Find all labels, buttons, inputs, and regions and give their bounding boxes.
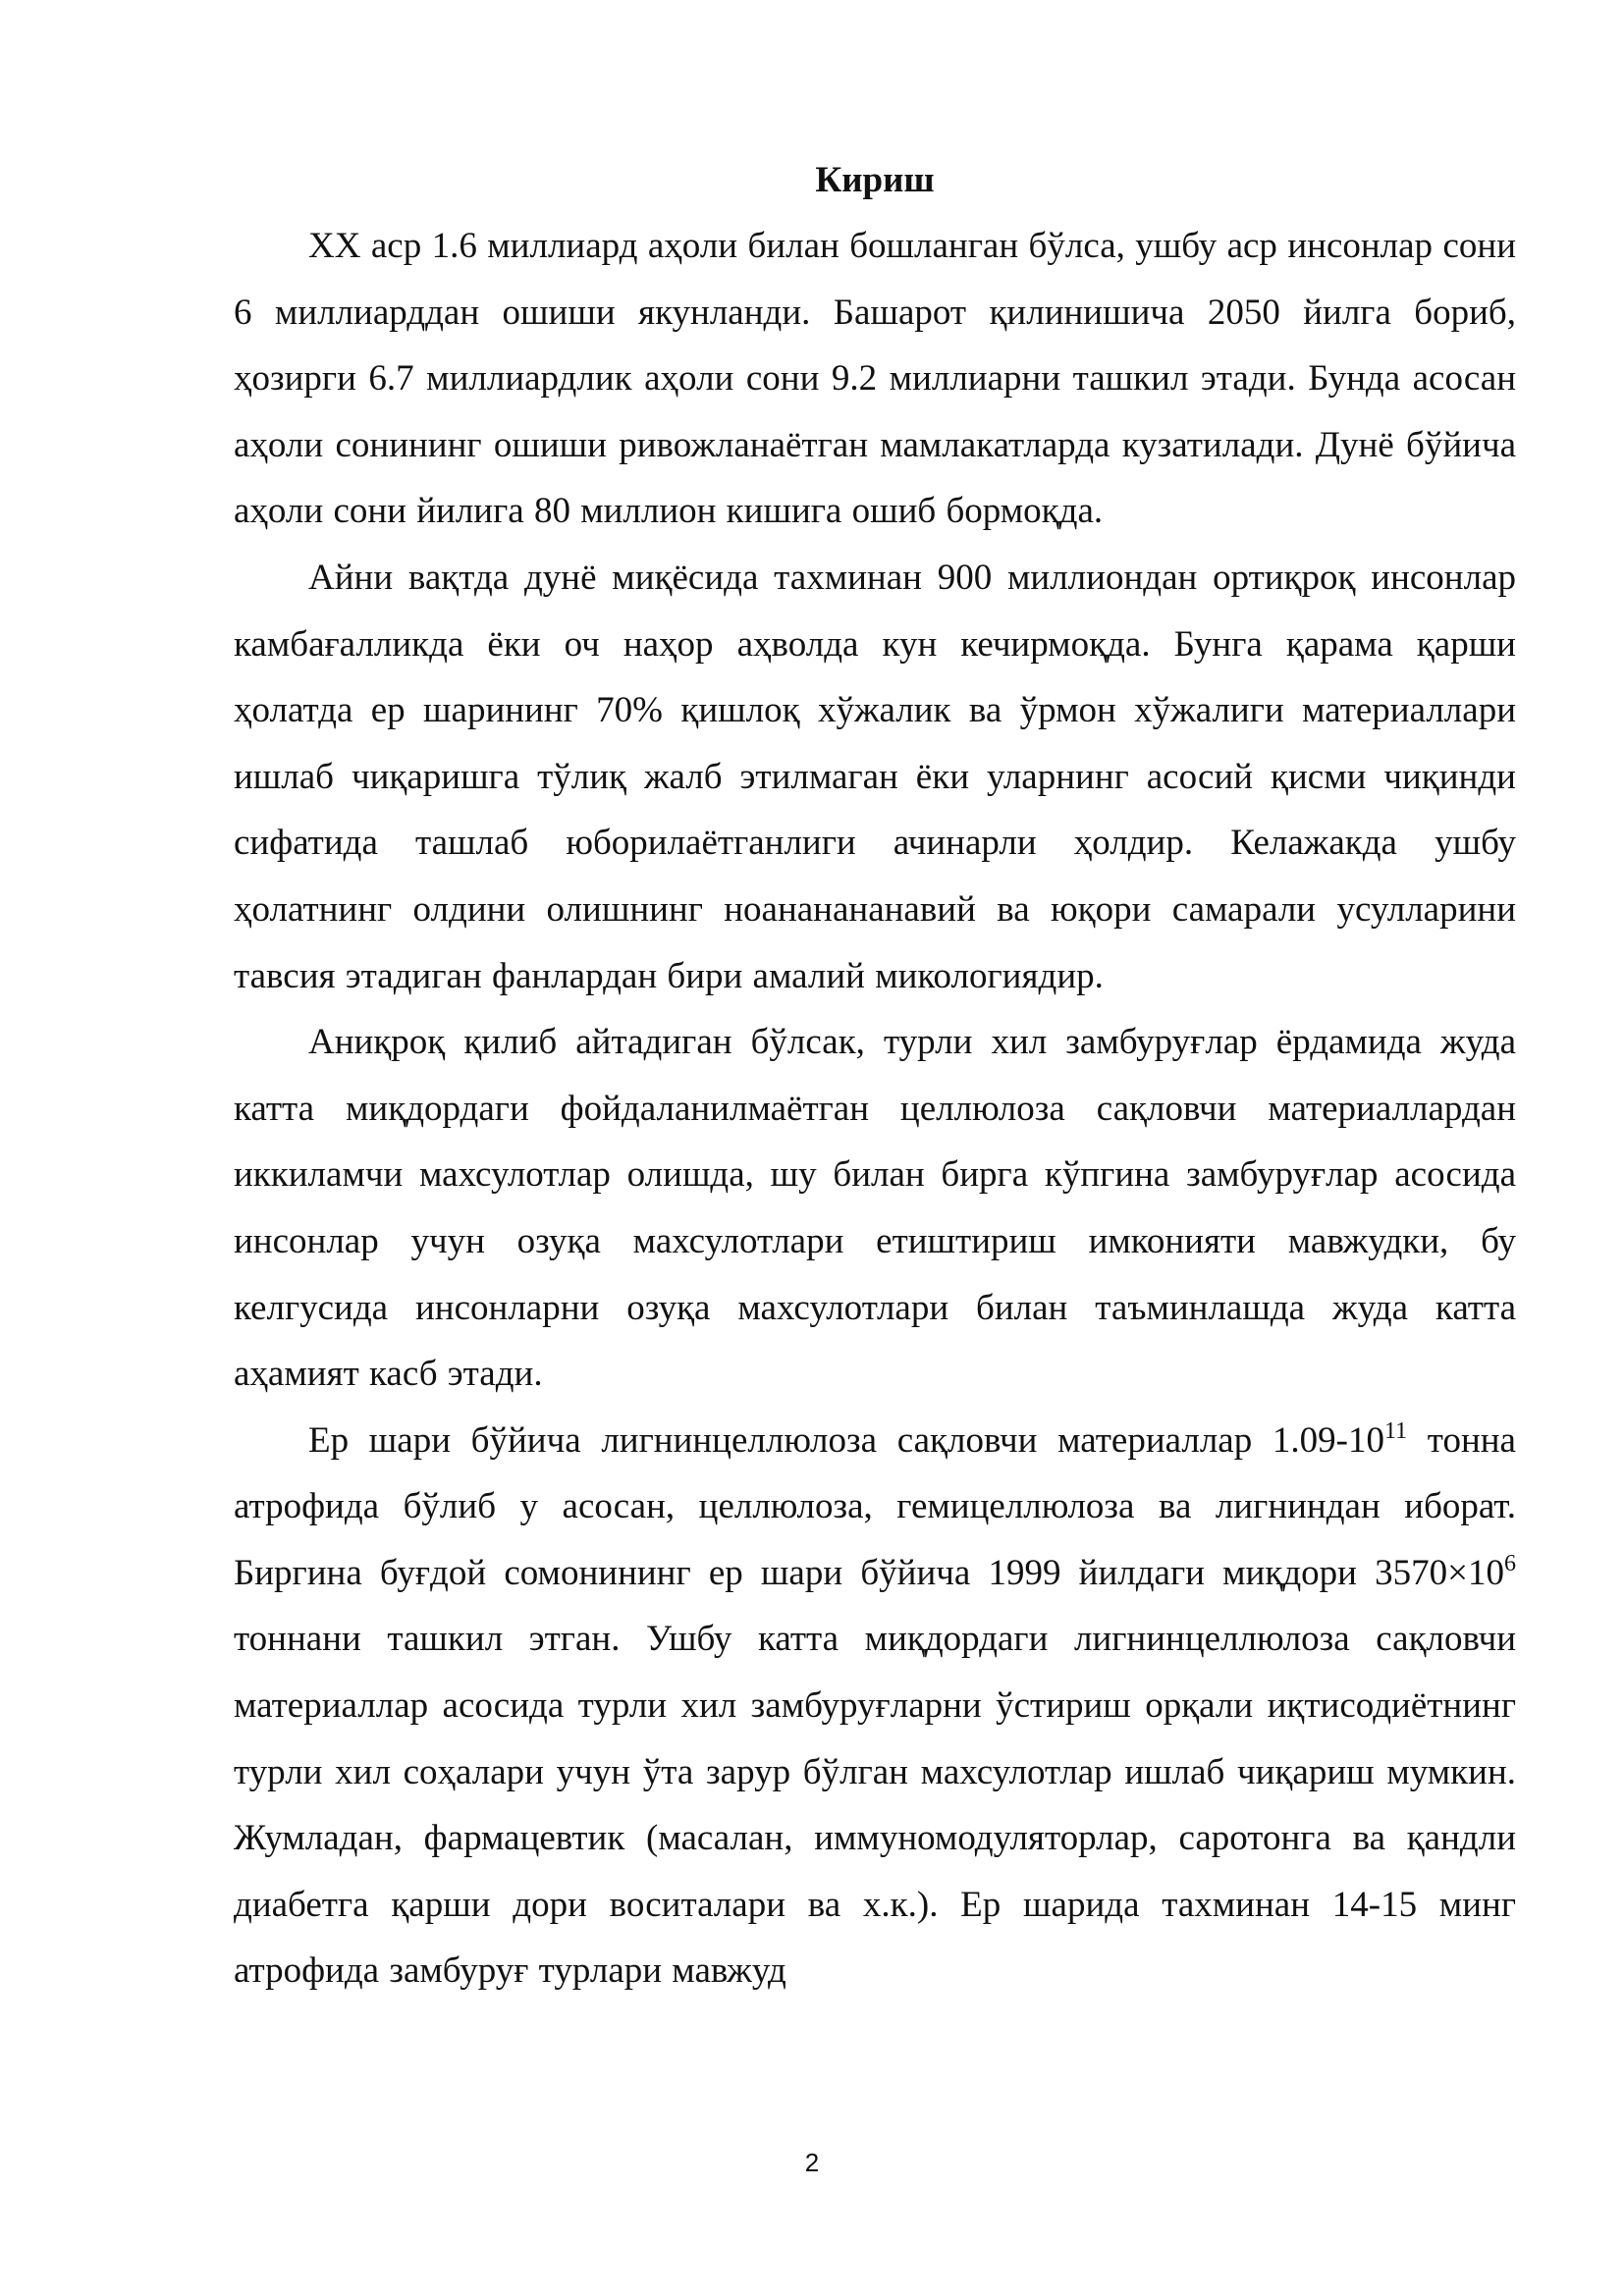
paragraph-4 — [234, 1408, 1516, 2004]
superscript-exponent-1: 11 — [1383, 1417, 1408, 1444]
paragraph-3: Аниқроқ қилиб айтадиган бўлсак, турли хил замбуруғлар ёрдамида жуда катта миқдордаги фойдаланилмаётган целлюлоза сақловчи материаллардан иккиламчи махсулотлар олишда, шу билан бирга кўпгина замбуруғлар асосида инсонлар учун озуқа махсулотлари етиштириш имконияти мавжудки, бу келгусида инсонларни озуқа махсулотлари билан таъминлашда жуда катта аҳамият касб этади. — [234, 1022, 1516, 1395]
page-number: 2 — [804, 2148, 820, 2177]
paragraph-1: XX аср 1.6 миллиард аҳоли билан бошланган бўлса, ушбу аср инсонлар сони 6 миллиарддан ошиши якунланди. Башарот қилинишича 2050 йилга бориб, ҳозирги 6.7 миллиардлик аҳоли сони 9.2 миллиарни ташкил этади. Бунда асосан аҳоли сонининг ошиши ривожланаётган мамлакатларда кузатилади. Дунё бўйича аҳоли сони йилига 80 миллион кишига ошиб бормоқда. — [234, 226, 1516, 532]
page-title: Кириш — [815, 160, 935, 200]
paragraph-2: Айни вақтда дунё миқёсида тахминан 900 миллиондан ортиқроқ инсонлар камбағалликда ёки оч наҳор аҳволда кун кечирмоқда. Бунга қарама қарши ҳолатда ер шарининг 70% қишлоқ хўжалик ва ўрмон хўжалиги материаллари ишлаб чиқаришга тўлиқ жалб этилмаган ёки уларнинг асосий қисми чиқинди сифатида ташлаб юборилаётганлиги ачинарли ҳолдир. Келажакда ушбу ҳолатнинг олдини олишнинг ноананананавий ва юқори самарали усулларини тавсия этадиган фанлардан бири амалий микологиядир. — [234, 557, 1516, 996]
paragraph-4-text-3: тоннани ташкил этган. Ушбу катта миқдордаги лигнинцеллюлоза сақловчи материаллар асосида турли хил замбуруғларни ўстириш орқали иқтисодиётнинг турли хил соҳалари учун ўта зарур бўлган махсулотлар ишлаб чиқариш мумкин. Жумладан, фармацевтик (масалан, иммуномодуляторлар, саротонга ва қандли диабетга қарши дори воситалари ва х.к.). Ер шарида тахминан 14-15 минг атрофида замбуруғ турлари мавжуд — [234, 1619, 1516, 1992]
paragraph-4-text-2: тонна атрофида бўлиб у асосан, целлюлоза, гемицеллюлоза ва лигниндан иборат. Биргина буғдой сомонининг ер шари бўйича 1999 йилдаги миқдори 3570×10 — [234, 1419, 1516, 1593]
paragraph-4-text-1: Ер шари бўйича лигнинцеллюлоза сақловчи материаллар 1.09-10 — [308, 1419, 1384, 1461]
superscript-exponent-2: 6 — [1504, 1550, 1516, 1576]
page-body — [234, 147, 1516, 2004]
